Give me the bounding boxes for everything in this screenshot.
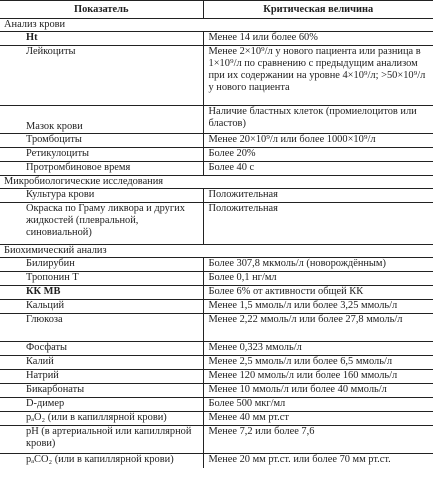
- table-row: [0, 426, 433, 454]
- value-cell: Положительная: [203, 189, 433, 203]
- param-cell: Протромбиновое время: [0, 162, 203, 176]
- table-row: [0, 286, 433, 300]
- section-title: Биохимический анализ: [0, 245, 433, 258]
- value-cell: Менее 2,22 ммоль/л или более 27,8 ммоль/л: [203, 314, 433, 342]
- param-cell: Билирубин: [0, 258, 203, 272]
- param-cell: КК МВ: [0, 286, 203, 300]
- table-row: [0, 356, 433, 370]
- table-row: [0, 398, 433, 412]
- table-row: [0, 314, 433, 342]
- param-cell: Мазок крови: [0, 106, 203, 134]
- param-cell: Бикарбонаты: [0, 384, 203, 398]
- param-cell: Тромбоциты: [0, 134, 203, 148]
- param-cell: Тропонин T: [0, 272, 203, 286]
- table-row: [0, 46, 433, 106]
- table-row: [0, 370, 433, 384]
- table-row: [0, 454, 433, 468]
- section-title: Микробиологические исследования: [0, 176, 433, 189]
- param-cell: pₐO₂ (или в капиллярной крови): [0, 412, 203, 426]
- section-title-row: [0, 176, 433, 189]
- value-cell: Менее 0,323 ммоль/л: [203, 342, 433, 356]
- param-cell: Культура крови: [0, 189, 203, 203]
- value-cell: Положительная: [203, 203, 433, 245]
- table-row: [0, 134, 433, 148]
- header-critical-value: Критическая величина: [203, 1, 433, 19]
- section-title-row: [0, 245, 433, 258]
- table-row: [0, 342, 433, 356]
- value-cell: Более 307,8 мкмоль/л (новорождённым): [203, 258, 433, 272]
- param-cell: D-димер: [0, 398, 203, 412]
- param-cell: Окраска по Граму ликвора и других жидкостей (плевральной, синовиальной): [0, 203, 203, 245]
- value-cell: Более 20%: [203, 148, 433, 162]
- header-indicator: Показатель: [0, 1, 203, 19]
- table-row: [0, 189, 433, 203]
- value-cell: Менее 7,2 или более 7,6: [203, 426, 433, 454]
- value-cell: Менее 10 ммоль/л или более 40 ммоль/л: [203, 384, 433, 398]
- value-cell: Наличие бластных клеток (промиелоцитов или бластов): [203, 106, 433, 134]
- value-cell: Более 40 с: [203, 162, 433, 176]
- param-cell: Калий: [0, 356, 203, 370]
- param-cell: Натрий: [0, 370, 203, 384]
- section-title-row: [0, 19, 433, 32]
- table-row: [0, 258, 433, 272]
- value-cell: Более 500 мкг/мл: [203, 398, 433, 412]
- param-cell: Глюкоза: [0, 314, 203, 342]
- value-cell: Менее 2×10⁹/л у нового пациента или разница в 1×10⁹/л по сравнению с предыдущим анализом при их содержании на уровне 4×10⁹/л; >50×10⁹/л у нового пациента: [203, 46, 433, 106]
- param-cell: Лейкоциты: [0, 46, 203, 106]
- value-cell: Менее 120 ммоль/л или более 160 ммоль/л: [203, 370, 433, 384]
- value-cell: Более 6% от активности общей КК: [203, 286, 433, 300]
- param-cell: Фосфаты: [0, 342, 203, 356]
- table-row: [0, 384, 433, 398]
- section-title: Анализ крови: [0, 19, 433, 32]
- value-cell: Менее 40 мм рт.ст: [203, 412, 433, 426]
- value-cell: Менее 2,5 ммоль/л или более 6,5 ммоль/л: [203, 356, 433, 370]
- table-row: [0, 162, 433, 176]
- table-row: [0, 32, 433, 46]
- param-cell: pₐCO₂ (или в капиллярной крови): [0, 454, 203, 468]
- table-header-row: [0, 1, 433, 19]
- param-cell: Ht: [0, 32, 203, 46]
- table-row: [0, 203, 433, 245]
- table-row: [0, 272, 433, 286]
- value-cell: Менее 1,5 ммоль/л или более 3,25 ммоль/л: [203, 300, 433, 314]
- table-row: [0, 412, 433, 426]
- param-cell: Ретикулоциты: [0, 148, 203, 162]
- table-row: [0, 148, 433, 162]
- value-cell: Более 0,1 нг/мл: [203, 272, 433, 286]
- value-cell: Менее 20 мм рт.ст. или более 70 мм рт.ст.: [208, 454, 391, 465]
- table-row: [0, 300, 433, 314]
- table-row: [0, 106, 433, 134]
- param-cell: pH (в артериальной или капиллярной крови): [0, 426, 203, 454]
- param-cell: Кальций: [0, 300, 203, 314]
- value-cell: Менее 20×10⁹/л или более 1000×10⁹/л: [203, 134, 433, 148]
- value-cell: Менее 14 или более 60%: [203, 32, 433, 46]
